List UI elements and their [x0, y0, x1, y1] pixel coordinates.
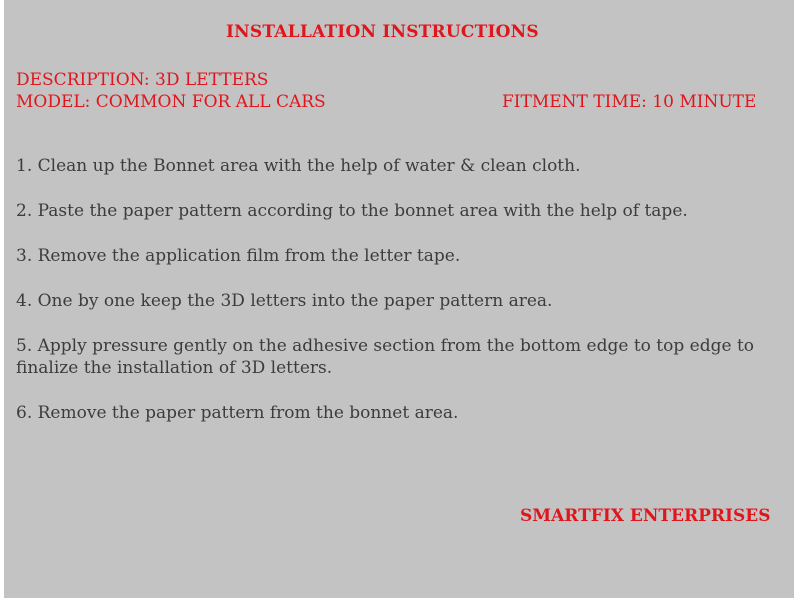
company-name: SMARTFIX ENTERPRISES: [520, 506, 771, 526]
instruction-step-1: 1. Clean up the Bonnet area with the help of water & clean cloth.: [16, 156, 581, 176]
fitment-time-line: FITMENT TIME: 10 MINUTE: [502, 92, 757, 112]
model-line: MODEL: COMMON FOR ALL CARS: [16, 92, 326, 112]
instruction-step-6: 6. Remove the paper pattern from the bonnet area.: [16, 403, 459, 423]
description-line: DESCRIPTION: 3D LETTERS: [16, 70, 269, 90]
document-title: INSTALLATION INSTRUCTIONS: [226, 22, 539, 42]
instruction-step-4: 4. One by one keep the 3D letters into the paper pattern area.: [16, 291, 553, 311]
instruction-step-3: 3. Remove the application film from the letter tape.: [16, 246, 461, 266]
instruction-steps-list: [16, 155, 786, 447]
instruction-step-2: 2. Paste the paper pattern according to the bonnet area with the help of tape.: [16, 201, 688, 221]
instruction-sheet: [4, 0, 794, 598]
instruction-step-5: 5. Apply pressure gently on the adhesive section from the bottom edge to top edge to finalize the installation of 3D letters.: [16, 336, 755, 378]
